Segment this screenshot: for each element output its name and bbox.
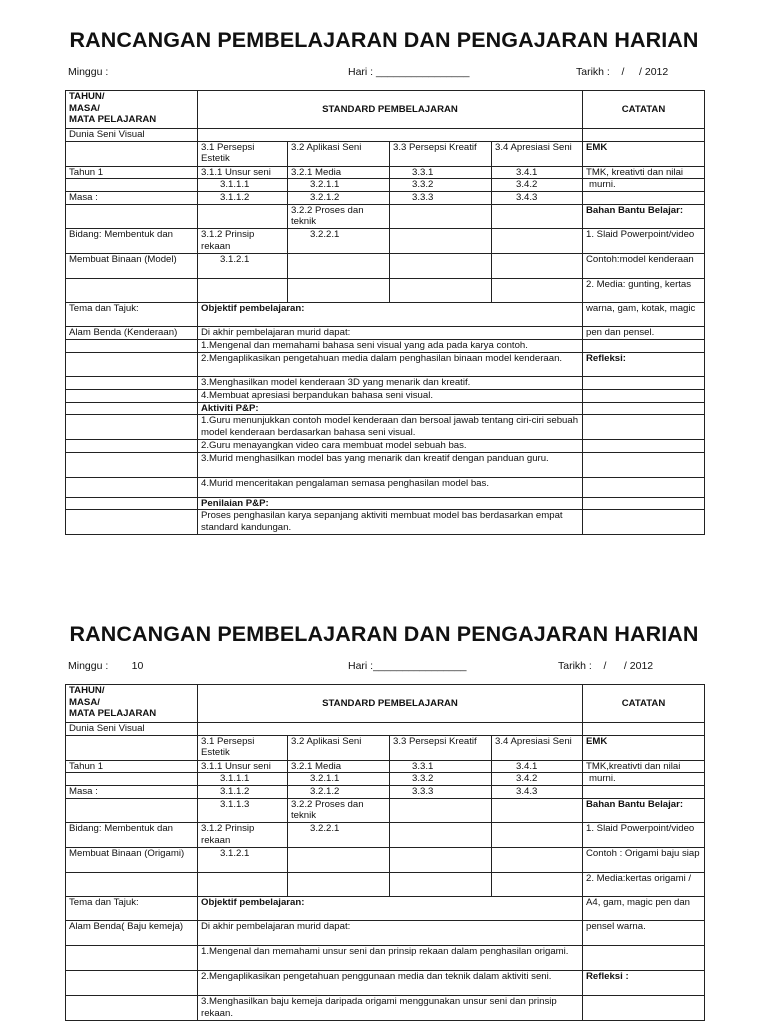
catatan-cell: murni. <box>583 773 705 786</box>
standard-3-1: 3.1 Persepsi Estetik <box>198 735 288 760</box>
table-row <box>66 376 705 389</box>
table-row <box>66 735 705 760</box>
empty-cell <box>66 278 198 302</box>
header-line: MATA PELAJARAN <box>69 114 157 126</box>
table-row <box>66 723 705 736</box>
table-row <box>66 497 705 510</box>
empty-cell <box>583 723 705 736</box>
catatan-cell: TMK,kreativti dan nilai <box>583 760 705 773</box>
bidang-cell: Bidang: Membentuk dan <box>66 822 198 847</box>
masa-cell: Masa : <box>66 191 198 204</box>
standard-3-4: 3.4 Apresiasi Seni <box>492 141 583 166</box>
table-row <box>66 760 705 773</box>
page-title: RANCANGAN PEMBELAJARAN DAN PENGAJARAN HARIAN <box>69 622 699 646</box>
aktiviti-label: Aktiviti P&P: <box>198 402 583 415</box>
standard-cell: 3.3.2 <box>390 179 492 192</box>
empty-cell <box>66 945 198 970</box>
lesson-table <box>65 90 705 535</box>
empty-cell <box>583 376 705 389</box>
refleksi-label: Refleksi: <box>583 352 705 376</box>
catatan-cell: TMK, kreativti dan nilai <box>583 166 705 179</box>
subject-cell: Dunia Seni Visual <box>66 129 198 142</box>
standard-cell: 3.4.2 <box>492 773 583 786</box>
empty-cell <box>66 179 198 192</box>
lesson-table <box>65 684 705 1021</box>
empty-cell <box>583 497 705 510</box>
empty-cell <box>583 129 705 142</box>
standard-cell: 3.1.1.2 <box>198 191 288 204</box>
standard-cell: 3.2.2.1 <box>288 228 390 253</box>
page-title: RANCANGAN PEMBELAJARAN DAN PENGAJARAN HARIAN <box>69 28 699 52</box>
table-row <box>66 477 705 497</box>
empty-cell <box>583 510 705 535</box>
objektif-label: Objektif pembelajaran: <box>198 896 583 920</box>
empty-cell <box>492 822 583 847</box>
empty-cell <box>66 204 198 228</box>
catatan-cell: pen dan pensel. <box>583 326 705 339</box>
standard-3-2: 3.2 Aplikasi Seni <box>288 141 390 166</box>
table-row <box>66 452 705 477</box>
table-row <box>66 402 705 415</box>
standard-cell: 3.1.2.1 <box>198 847 288 872</box>
standard-cell: 3.3.2 <box>390 773 492 786</box>
bbb-label: Bahan Bantu Belajar: <box>583 798 705 822</box>
catatan-cell: 2. Media:kertas origami / <box>583 872 705 896</box>
table-row <box>66 339 705 352</box>
empty-cell <box>492 847 583 872</box>
activity-text: 3.Murid menghasilkan model bas yang menarik dan kreatif dengan panduan guru. <box>198 452 583 477</box>
empty-cell <box>198 723 583 736</box>
table-row <box>66 945 705 970</box>
header-standard: STANDARD PEMBELAJARAN <box>198 91 583 129</box>
standard-cell: 3.2.2 Proses dan teknik <box>288 204 390 228</box>
table-row <box>66 278 705 302</box>
standard-cell: 3.2.2 Proses dan teknik <box>288 798 390 822</box>
standard-cell: 3.2.1.2 <box>288 785 390 798</box>
standard-cell: 3.3.3 <box>390 191 492 204</box>
catatan-cell: 1. Slaid Powerpoint/video <box>583 822 705 847</box>
table-row <box>66 129 705 142</box>
empty-cell <box>492 253 583 278</box>
standard-3-1: 3.1 Persepsi Estetik <box>198 141 288 166</box>
empty-cell <box>198 278 288 302</box>
empty-cell <box>583 389 705 402</box>
objektif-label: Objektif pembelajaran: <box>198 302 583 326</box>
alam-cell: Alam Benda( Baju kemeja) <box>66 920 198 945</box>
standard-cell: 3.1.2 Prinsip rekaan <box>198 228 288 253</box>
empty-cell <box>66 141 198 166</box>
hari-field: Hari : ________________ <box>348 66 470 78</box>
table-row <box>66 798 705 822</box>
empty-cell <box>583 995 705 1020</box>
empty-cell <box>66 497 198 510</box>
standard-cell: 3.3.3 <box>390 785 492 798</box>
table-row <box>66 510 705 535</box>
catatan-cell: Contoh : Origami baju siap <box>583 847 705 872</box>
objective-text: Di akhir pembelajaran murid dapat: <box>198 920 583 945</box>
minggu-field: Minggu : 10 <box>68 660 144 672</box>
standard-3-3: 3.3 Persepsi Kreatif <box>390 141 492 166</box>
standard-cell: 3.2.1 Media <box>288 166 390 179</box>
empty-cell <box>583 945 705 970</box>
penilaian-text: Proses penghasilan karya sepanjang aktiviti membuat model bas berdasarkan empat standard kandungan. <box>198 510 583 535</box>
table-row <box>66 204 705 228</box>
standard-cell: 3.2.1.1 <box>288 773 390 786</box>
header-tahun-masa <box>66 685 198 723</box>
empty-cell <box>198 872 288 896</box>
standard-cell: 3.4.1 <box>492 760 583 773</box>
table-row <box>66 326 705 339</box>
table-row <box>66 191 705 204</box>
catatan-cell: pensel warna. <box>583 920 705 945</box>
standard-cell: 3.1.1.2 <box>198 785 288 798</box>
empty-cell <box>583 415 705 440</box>
catatan-cell: warna, gam, kotak, magic <box>583 302 705 326</box>
penilaian-label: Penilaian P&P: <box>198 497 583 510</box>
standard-cell: 3.4.3 <box>492 191 583 204</box>
table-row <box>66 228 705 253</box>
catatan-cell: 2. Media: gunting, kertas <box>583 278 705 302</box>
standard-cell: 3.4.2 <box>492 179 583 192</box>
empty-cell <box>492 872 583 896</box>
membuat-cell: Membuat Binaan (Model) <box>66 253 198 278</box>
emk-label: EMK <box>583 735 705 760</box>
empty-cell <box>583 191 705 204</box>
empty-cell <box>390 278 492 302</box>
objective-text: 1.Mengenal dan memahami unsur seni dan prinsip rekaan dalam penghasilan origami. <box>198 945 583 970</box>
empty-cell <box>492 798 583 822</box>
activity-text: 2.Guru menayangkan video cara membuat model sebuah bas. <box>198 440 583 453</box>
table-row <box>66 166 705 179</box>
table-row <box>66 440 705 453</box>
empty-cell <box>66 510 198 535</box>
tema-cell: Tema dan Tajuk: <box>66 896 198 920</box>
empty-cell <box>492 204 583 228</box>
empty-cell <box>66 352 198 376</box>
standard-cell: 3.1.2 Prinsip rekaan <box>198 822 288 847</box>
empty-cell <box>583 339 705 352</box>
empty-cell <box>66 735 198 760</box>
masa-cell: Masa : <box>66 785 198 798</box>
empty-cell <box>390 204 492 228</box>
empty-cell <box>492 228 583 253</box>
empty-cell <box>288 847 390 872</box>
empty-cell <box>66 376 198 389</box>
empty-cell <box>583 402 705 415</box>
empty-cell <box>583 440 705 453</box>
objective-text: 3.Menghasilkan model kenderaan 3D yang menarik dan kreatif. <box>198 376 583 389</box>
header-tahun-masa <box>66 91 198 129</box>
empty-cell <box>66 970 198 995</box>
empty-cell <box>583 477 705 497</box>
table-row <box>66 872 705 896</box>
activity-text: 4.Murid menceritakan pengalaman semasa penghasilan model bas. <box>198 477 583 497</box>
tema-cell: Tema dan Tajuk: <box>66 302 198 326</box>
empty-cell <box>583 785 705 798</box>
table-row <box>66 847 705 872</box>
table-row <box>66 773 705 786</box>
catatan-cell: 1. Slaid Powerpoint/video <box>583 228 705 253</box>
header-catatan: CATATAN <box>583 91 705 129</box>
refleksi-label: Refleksi : <box>583 970 705 995</box>
standard-cell: 3.4.1 <box>492 166 583 179</box>
standard-cell: 3.2.2.1 <box>288 822 390 847</box>
empty-cell <box>492 278 583 302</box>
empty-cell <box>198 129 583 142</box>
empty-cell <box>66 452 198 477</box>
table-row <box>66 302 705 326</box>
empty-cell <box>390 822 492 847</box>
empty-cell <box>390 872 492 896</box>
empty-cell <box>390 228 492 253</box>
header-line: MASA/ <box>69 696 100 708</box>
table-row <box>66 389 705 402</box>
emk-label: EMK <box>583 141 705 166</box>
table-row <box>66 141 705 166</box>
empty-cell <box>583 452 705 477</box>
empty-cell <box>288 278 390 302</box>
objective-text: 4.Membuat apresiasi berpandukan bahasa seni visual. <box>198 389 583 402</box>
standard-cell: 3.1.1 Unsur seni <box>198 760 288 773</box>
standard-cell: 3.3.1 <box>390 760 492 773</box>
header-line: TAHUN/ <box>69 91 105 102</box>
empty-cell <box>66 402 198 415</box>
alam-cell: Alam Benda (Kenderaan) <box>66 326 198 339</box>
activity-text: 1.Guru menunjukkan contoh model kenderaan dan bersoal jawab tentang ciri-ciri sebuah model kenderaan berdasarkan bahasa seni visual. <box>198 415 583 440</box>
empty-cell <box>66 415 198 440</box>
table-row <box>66 179 705 192</box>
objective-text: 3.Menghasilkan baju kemeja daripada origami menggunakan unsur seni dan prinsip rekaan. <box>198 995 583 1020</box>
header-line: TAHUN/ <box>69 685 105 696</box>
standard-cell: 3.1.1.1 <box>198 773 288 786</box>
table-row <box>66 995 705 1020</box>
table-row <box>66 352 705 376</box>
objective-text: 1.Mengenal dan memahami bahasa seni visual yang ada pada karya contoh. <box>198 339 583 352</box>
table-row <box>66 785 705 798</box>
table-row <box>66 415 705 440</box>
empty-cell <box>288 253 390 278</box>
standard-3-2: 3.2 Aplikasi Seni <box>288 735 390 760</box>
table-row <box>66 896 705 920</box>
empty-cell <box>66 773 198 786</box>
tahun-cell: Tahun 1 <box>66 760 198 773</box>
empty-cell <box>66 477 198 497</box>
empty-cell <box>66 389 198 402</box>
objective-text: 2.Mengaplikasikan pengetahuan media dalam penghasilan binaan model kenderaan. <box>198 352 583 376</box>
empty-cell <box>390 798 492 822</box>
tahun-cell: Tahun 1 <box>66 166 198 179</box>
table-row <box>66 970 705 995</box>
empty-cell <box>66 995 198 1020</box>
header-catatan: CATATAN <box>583 685 705 723</box>
subject-cell: Dunia Seni Visual <box>66 723 198 736</box>
empty-cell <box>66 798 198 822</box>
header-line: MATA PELAJARAN <box>69 708 157 720</box>
objective-text: 2.Mengaplikasikan pengetahuan penggunaan media dan teknik dalam aktiviti seni. <box>198 970 583 995</box>
standard-cell: 3.2.1.1 <box>288 179 390 192</box>
empty-cell <box>390 847 492 872</box>
empty-cell <box>390 253 492 278</box>
standard-cell: 3.1.1 Unsur seni <box>198 166 288 179</box>
standard-cell: 3.1.1.3 <box>198 798 288 822</box>
standard-3-4: 3.4 Apresiasi Seni <box>492 735 583 760</box>
catatan-cell: murni. <box>583 179 705 192</box>
standard-cell: 3.4.3 <box>492 785 583 798</box>
standard-cell: 3.3.1 <box>390 166 492 179</box>
table-row <box>66 253 705 278</box>
membuat-cell: Membuat Binaan (Origami) <box>66 847 198 872</box>
tarikh-field: Tarikh : / / 2012 <box>576 66 669 78</box>
standard-3-3: 3.3 Persepsi Kreatif <box>390 735 492 760</box>
bbb-label: Bahan Bantu Belajar: <box>583 204 705 228</box>
standard-cell: 3.1.1.1 <box>198 179 288 192</box>
empty-cell <box>66 872 198 896</box>
tarikh-field: Tarikh : / / 2012 <box>558 660 654 672</box>
header-line: MASA/ <box>69 102 100 114</box>
empty-cell <box>288 872 390 896</box>
standard-cell: 3.1.2.1 <box>198 253 288 278</box>
minggu-field: Minggu : <box>68 66 109 78</box>
catatan-cell: A4, gam, magic pen dan <box>583 896 705 920</box>
hari-field: Hari :________________ <box>348 660 467 672</box>
objective-text: Di akhir pembelajaran murid dapat: <box>198 326 583 339</box>
standard-cell: 3.2.1.2 <box>288 191 390 204</box>
bidang-cell: Bidang: Membentuk dan <box>66 228 198 253</box>
empty-cell <box>66 339 198 352</box>
empty-cell <box>198 204 288 228</box>
table-row <box>66 91 705 129</box>
table-row <box>66 822 705 847</box>
empty-cell <box>66 440 198 453</box>
table-row <box>66 685 705 723</box>
header-standard: STANDARD PEMBELAJARAN <box>198 685 583 723</box>
catatan-cell: Contoh:model kenderaan <box>583 253 705 278</box>
standard-cell: 3.2.1 Media <box>288 760 390 773</box>
table-row <box>66 920 705 945</box>
